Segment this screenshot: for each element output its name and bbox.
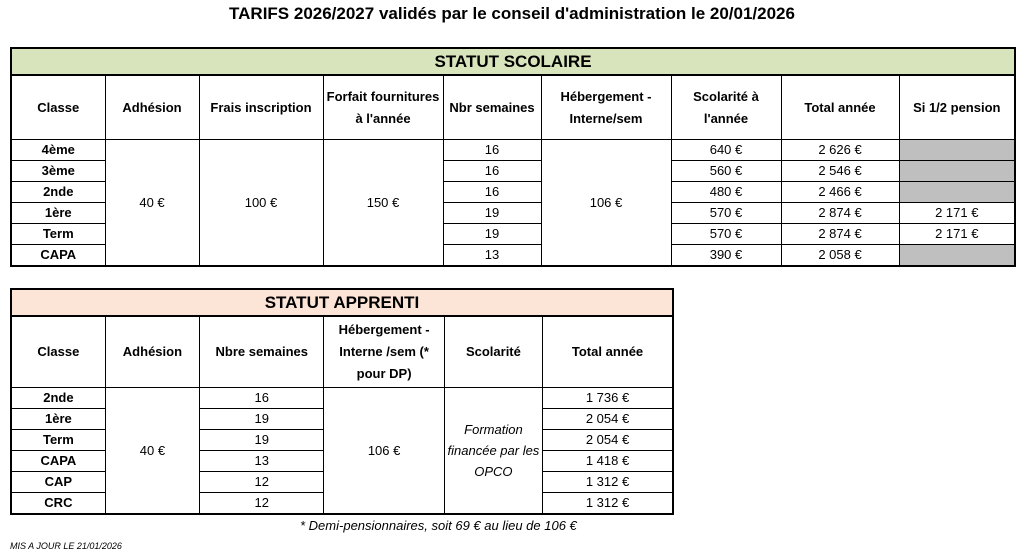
semaines-cell: 12 <box>200 472 324 493</box>
header-forfait-fournitures: Forfait fournitures à l'année <box>323 75 443 140</box>
header-hebergement: Hébergement - Interne /sem (* pour DP) <box>324 316 444 388</box>
header-total-annee: Total année <box>543 316 673 388</box>
semaines-cell: 16 <box>443 140 541 161</box>
classe-cell: CAP <box>11 472 105 493</box>
header-adhesion: Adhésion <box>105 316 199 388</box>
total-cell: 1 736 € <box>543 388 673 409</box>
footnote: * Demi-pensionnaires, soit 69 € au lieu de 106 € <box>300 518 577 533</box>
classe-cell: 3ème <box>11 161 105 182</box>
demi-pension-cell <box>899 140 1015 161</box>
total-cell: 2 054 € <box>543 409 673 430</box>
semaines-cell: 13 <box>443 245 541 267</box>
statut-scolaire-table <box>10 47 1016 267</box>
frais-inscription-cell: 100 € <box>199 140 323 267</box>
total-cell: 2 058 € <box>781 245 899 267</box>
header-scolarite: Scolarité <box>444 316 542 388</box>
demi-pension-cell <box>899 245 1015 267</box>
demi-pension-cell <box>899 182 1015 203</box>
classe-cell: CAPA <box>11 451 105 472</box>
total-cell: 2 466 € <box>781 182 899 203</box>
header-demi-pension: Si 1/2 pension <box>899 75 1015 140</box>
total-cell: 1 418 € <box>543 451 673 472</box>
total-cell: 2 546 € <box>781 161 899 182</box>
classe-cell: 1ère <box>11 203 105 224</box>
total-cell: 2 874 € <box>781 224 899 245</box>
scolarite-cell: 560 € <box>671 161 781 182</box>
adhesion-cell: 40 € <box>105 140 199 267</box>
scolarite-cell: 570 € <box>671 203 781 224</box>
classe-cell: Term <box>11 224 105 245</box>
classe-cell: 1ère <box>11 409 105 430</box>
classe-cell: 2nde <box>11 182 105 203</box>
semaines-cell: 19 <box>443 203 541 224</box>
statut-apprenti-heading: STATUT APPRENTI <box>11 289 673 316</box>
table-row <box>11 388 673 409</box>
total-cell: 1 312 € <box>543 493 673 515</box>
header-nbr-semaines: Nbr semaines <box>443 75 541 140</box>
demi-pension-cell: 2 171 € <box>899 203 1015 224</box>
classe-cell: CRC <box>11 493 105 515</box>
header-total-annee: Total année <box>781 75 899 140</box>
header-scolarite: Scolarité à l'année <box>671 75 781 140</box>
classe-cell: Term <box>11 430 105 451</box>
scolarite-cell: Formation financée par les OPCO <box>444 388 542 515</box>
classe-cell: 4ème <box>11 140 105 161</box>
total-cell: 1 312 € <box>543 472 673 493</box>
statut-apprenti-table <box>10 288 674 515</box>
classe-cell: CAPA <box>11 245 105 267</box>
hebergement-cell: 106 € <box>324 388 444 515</box>
scolarite-cell: 640 € <box>671 140 781 161</box>
demi-pension-cell <box>899 161 1015 182</box>
header-classe: Classe <box>11 316 105 388</box>
header-hebergement: Hébergement - Interne/sem <box>541 75 671 140</box>
classe-cell: 2nde <box>11 388 105 409</box>
semaines-cell: 19 <box>200 430 324 451</box>
header-classe: Classe <box>11 75 105 140</box>
adhesion-cell: 40 € <box>105 388 199 515</box>
semaines-cell: 16 <box>443 161 541 182</box>
page-title: TARIFS 2026/2027 validés par le conseil d'administration le 20/01/2026 <box>229 4 795 23</box>
semaines-cell: 19 <box>200 409 324 430</box>
total-cell: 2 626 € <box>781 140 899 161</box>
semaines-cell: 12 <box>200 493 324 515</box>
demi-pension-cell: 2 171 € <box>899 224 1015 245</box>
table-row <box>11 140 1015 161</box>
scolarite-cell: 480 € <box>671 182 781 203</box>
semaines-cell: 19 <box>443 224 541 245</box>
total-cell: 2 874 € <box>781 203 899 224</box>
scolarite-cell: 570 € <box>671 224 781 245</box>
header-frais-inscription: Frais inscription <box>199 75 323 140</box>
statut-scolaire-heading: STATUT SCOLAIRE <box>11 48 1015 75</box>
hebergement-cell: 106 € <box>541 140 671 267</box>
header-nbre-semaines: Nbre semaines <box>200 316 324 388</box>
semaines-cell: 13 <box>200 451 324 472</box>
semaines-cell: 16 <box>443 182 541 203</box>
scolarite-cell: 390 € <box>671 245 781 267</box>
semaines-cell: 16 <box>200 388 324 409</box>
total-cell: 2 054 € <box>543 430 673 451</box>
header-adhesion: Adhésion <box>105 75 199 140</box>
forfait-cell: 150 € <box>323 140 443 267</box>
update-date: MIS A JOUR LE 21/01/2026 <box>10 541 122 551</box>
